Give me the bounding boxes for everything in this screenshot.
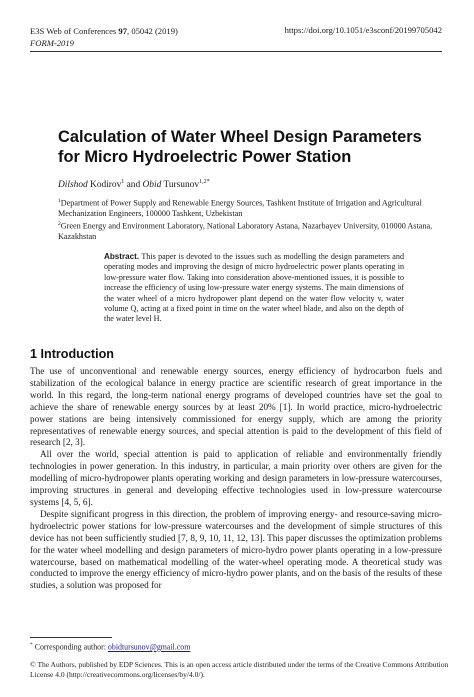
footnote-divider (30, 637, 112, 638)
author1-last-name: Kodirov (87, 180, 122, 191)
paragraph: Despite significant progress in this direction, the problem of improving energy- and resource-saving micro-hydroelectric power stations for low-pressure watercourses and the development of simple structures of this device has not been sufficiently studied [7, 8, 9, 10, 11, 12, 13]. This paper discusses the optimization problems for the water wheel modelling and design parameters of micro-hydro power plants operating in a low-pressure watercourse, based on mathematical modelling of the water-wheel operating mode. A theoretical study was conducted to improve the energy efficiency of micro-hydro power plants, and on the basis of the results of these studies, a solution was proposed for (30, 508, 442, 591)
running-header (30, 25, 178, 49)
conference-name: FORM-2019 (30, 38, 74, 48)
affiliation-2-text: Green Energy and Environment Laboratory, National Laboratory Astana, Nazarbayev University, 010000 Astana, Kazakhstan (58, 221, 433, 242)
affiliation-2-mark: 2 (58, 221, 61, 227)
footnote-marker: * (30, 642, 33, 648)
volume-number: 97 (118, 26, 128, 36)
affiliation-1-mark: 1 (58, 198, 61, 204)
journal-citation (30, 25, 178, 37)
journal-name: E3S Web of Conferences (30, 26, 117, 36)
section-heading: 1 Introduction (30, 347, 114, 361)
author-list (58, 179, 210, 190)
author1-affil-mark: 1 (121, 179, 125, 185)
affiliation-1 (58, 196, 448, 220)
author1-first-name: Dilshod (58, 180, 88, 191)
abstract (104, 252, 404, 325)
header-divider (30, 51, 442, 52)
doi-link[interactable]: https://doi.org/10.1051/e3sconf/20199705042 (284, 25, 442, 35)
paper-title: Calculation of Water Wheel Design Parameters for Micro Hydroelectric Power Station (58, 128, 422, 166)
author2-first-name: Obid (142, 180, 162, 191)
author2-affil-mark: 1,2* (199, 179, 210, 185)
footnote (30, 642, 190, 652)
affiliation-1-text: Department of Power Supply and Renewable Energy Sources, Tashkent Institute of Irrigation and Agricultural Mechanization Engineers, 100000 Tashkent, Uzbekistan (58, 198, 422, 219)
body-text (30, 366, 442, 592)
paragraph: The use of unconventional and renewable energy sources, energy efficiency of hydrocarbon fuels and stabilization of the ecological balance in energy practice are scientific research of great importance in the world. In this regard, the long-term national energy programs of developed countries have set the goal to achieve the share of renewable energy sources by at least 20% [1]. In world practice, micro-hydroelectric power stations are being intensively commissioned for energy supply, which are among the priority representatives of renewable energy sources, and special attention is paid to the development of this field of research [2, 3]. (30, 366, 442, 448)
author-conjunction: and (124, 180, 143, 191)
article-info: , 05042 (2019) (127, 26, 178, 36)
abstract-label: Abstract. (104, 252, 140, 261)
author2-last-name: Tursunov (161, 180, 200, 191)
affiliation-2 (58, 219, 448, 243)
paragraph: All over the world, special attention is paid to application of reliable and environmentally friendly technologies in power generation. In this industry, in particular, a main priority over others are given for the modelling of micro-hydropower plants operating working and design parameters in low-pressure watercourses, improving structures in general and developing effective technologies used in low-pressure watercourse systems [4, 5, 6]. (30, 449, 442, 507)
footnote-label: Corresponding author: (32, 642, 108, 652)
author-email-link[interactable]: obidtursunov@gmail.com (107, 642, 191, 652)
abstract-text: This paper is devoted to the issues such as modelling the design parameters and operating modes and improving the design of micro hydroelectric power plants operating in low-pressure water flow. Taking into consideration above-mentioned issues, it is possible to increase the efficiency of using low-pressure water energy systems. The main dimensions of the water wheel of a micro hydropower plant depend on the water flow velocity v, water volume Q, acting at a fixed point in time on the water wheel blade, and also on the depth of the water level H. (104, 252, 404, 324)
license-footer: © The Authors, published by EDP Sciences. This is an open access article distributed under the terms of the Creative Commons Attribution License 4.0 (http://creativecommons.org/licenses/by/4.0/). (30, 660, 449, 679)
